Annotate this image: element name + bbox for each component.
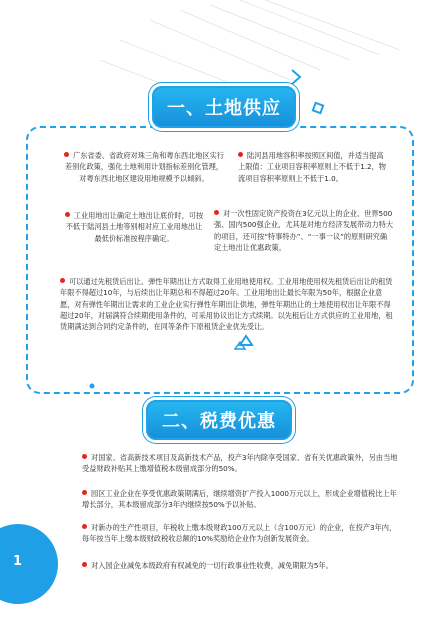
section-1-banner [152, 86, 296, 128]
section-2-title: 二、税费优惠 [162, 411, 276, 432]
section-1-item-4: 对一次性固定资产投资在3亿元以上的企业、世界500强、国内500强企业，尤其是对地方经济发展带动力特大的项目，还可按“特事特办”、“一事一议”的原则研究确定土地出让优惠政策。 [214, 209, 394, 252]
section-1-item-1: 广东省委、省政府对珠三角和粤东西北地区实行差别化政策，强化土地利用计划指标差别化管理，对粤东西北地区建设用地规模予以倾斜。 [64, 151, 224, 183]
section-2-item-3: 对新办的生产性项目，年税收上缴本级财政100万元以上（含100万元）的企业，在投产3年内，每年按当年上缴本级财政税收总额的10%奖励给企业作为创新发展资金。 [82, 523, 397, 544]
bullet-icon [65, 212, 70, 217]
bullet-icon [82, 454, 87, 459]
bullet-icon [238, 152, 243, 157]
section-2-item-4: 对入园企业减免本级政府有权减免的一切行政事业性收费，减免期限为5年。 [82, 560, 398, 571]
section-2-banner [146, 400, 292, 440]
section-2-item-2: 园区工业企业在享受优惠政策期满后，继续增资扩产投入1000万元以上，形成企业增值税比上年增长部分，其本级留成部分3年内继续按50%予以补贴。 [82, 489, 397, 510]
section-2-item-1: 对国家、省高新技术项目及高新技术产品，投产3年内除享受国家、省有关优惠政策外，另由当地受益财政补贴其上缴增值税本级留成部分的50%。 [82, 453, 398, 474]
bullet-icon [82, 490, 87, 495]
section-1-item-5: 可以通过先租赁后出让、弹性年期出让方式取得工业用地使用权。工业用地使用权先租赁后出让的租赁年限不得超过10年，与后续出让年期总和不得超过20年。工业用地出让最长年限为50年，根据企业意愿，对有弹性年期出让需求的工业企业实行弹性年期出让供地，弹性年期出让的土地使用权出让年限不得超过20年，对届满符合续期使用条件的，可采用协议出让方式续期。以先租后让方式供应的工业用地，租赁期满达到合同约定条件的，在同等条件下原租赁企业优先受让。 [60, 277, 393, 332]
bullet-icon [82, 524, 87, 529]
section-1-title: 一、土地供应 [167, 98, 281, 119]
bullet-icon [64, 152, 69, 157]
section-1-item-2: 陆河县用地容积率按照区间值，并适当提高上限值：工业项目容积率原则上不低于1.2，物流项目容积率原则上不低于1.0。 [238, 151, 386, 183]
bullet-icon [60, 278, 65, 283]
bullet-icon [82, 562, 87, 567]
bullet-icon [214, 210, 219, 215]
section-1-item-3: 工业用地出让确定土地出让底价时，可按不低于陆河县土地等别相对应工业用地出让最低价标准按程序确定。 [65, 211, 204, 243]
page-number: 1 [13, 554, 23, 569]
